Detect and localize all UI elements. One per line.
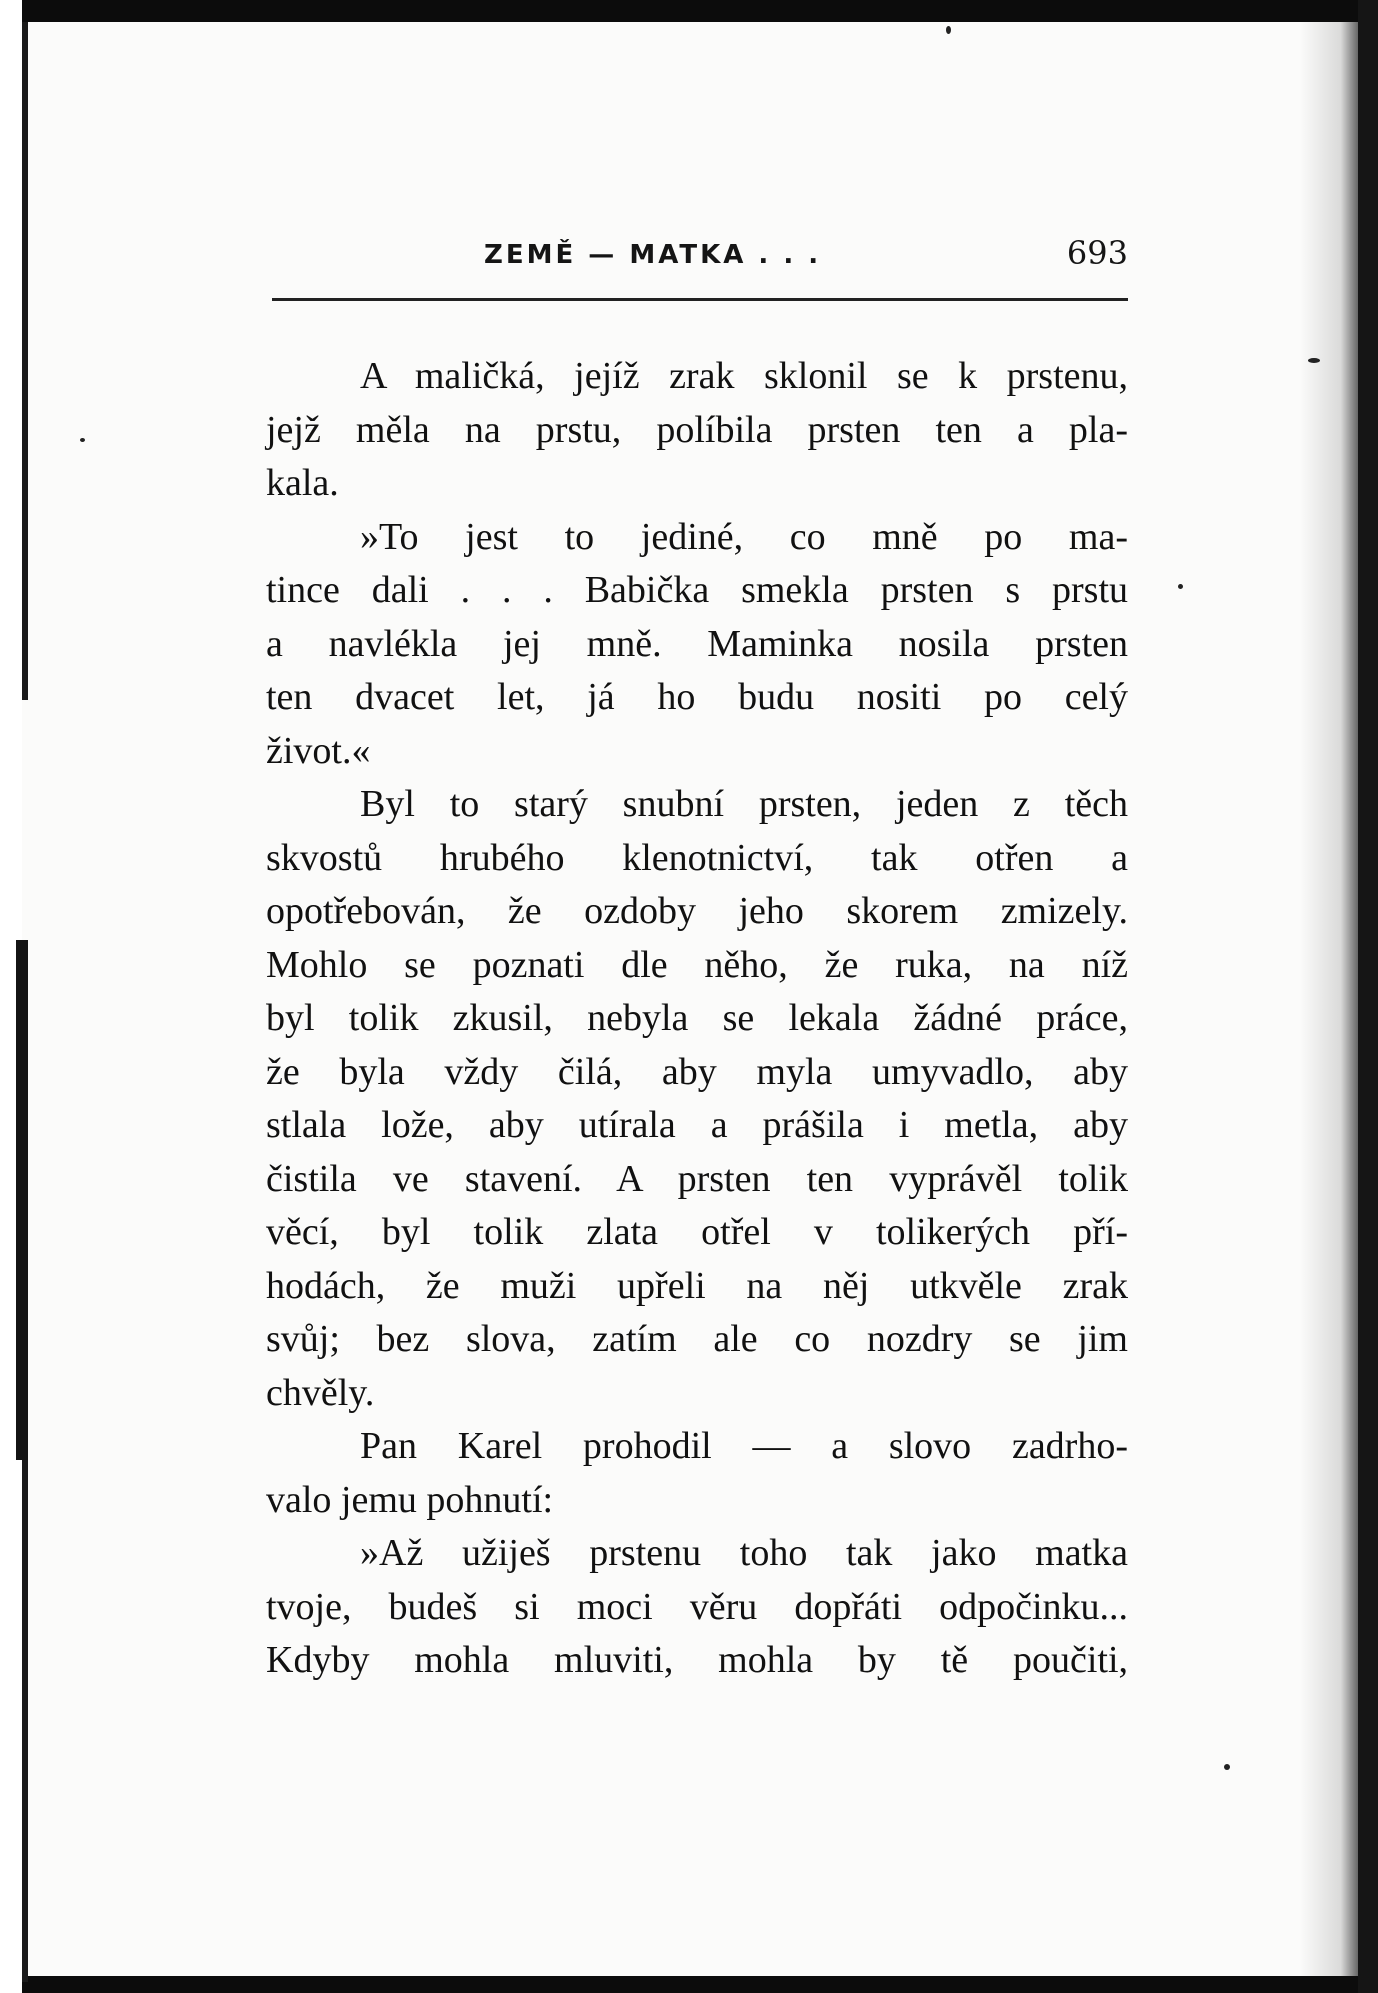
text-line: Kdyby mohla mluviti, mohla by tě poučiti, [266,1639,1128,1681]
running-header [272,234,1128,288]
text-line: »To jest to jediné, co mně po ma- [360,515,1128,558]
body-text [266,350,1128,1688]
text-line: a navlékla jej mně. Maminka nosila prsten [266,622,1128,665]
text-line: chvěly. [266,1371,375,1414]
text-line: čistila ve stavení. A prsten ten vyprávěl tolik [266,1157,1128,1200]
text-line: Mohlo se poznati dle něho, že ruka, na níž [266,943,1128,986]
text-line: jejž měla na prstu, políbila prsten ten a pla- [266,408,1128,451]
text-line: kala. [266,462,339,504]
text-line: skvostů hrubého klenotnictví, tak otřen a [266,836,1128,879]
text-line: tince dali . . . Babička smekla prsten s prstu [266,569,1128,611]
text-line: věcí, byl tolik zlata otřel v tolikerých pří- [266,1211,1128,1253]
text-line: A maličká, jejíž zrak sklonil se k prstenu, [360,355,1128,397]
text-line: Pan Karel prohodil — a slovo zadrho- [360,1425,1128,1467]
text-line: že byla vždy čilá, aby myla umyvadlo, aby [266,1050,1128,1093]
text-line: život.« [266,729,371,772]
book-spine-shadow [16,940,28,1460]
dust-speck [1224,1764,1230,1770]
dust-speck [1308,358,1320,363]
text-line: »Až užiješ prstenu toho tak jako matka [360,1532,1128,1574]
running-title: ZEMĚ — MATKA . . . [484,240,822,270]
scan-border-bottom [0,1976,1378,1993]
scan-border-right [1358,0,1378,1993]
text-line: byl tolik zkusil, nebyla se lekala žádné práce, [266,997,1128,1039]
page-edge-shadow [1300,22,1358,1976]
text-line: hodách, že muži upřeli na něj utkvěle zrak [266,1264,1128,1307]
dust-speck [80,438,85,442]
text-line: valo jemu pohnutí: [266,1478,554,1521]
text-line: svůj; bez slova, zatím ale co nozdry se jim [266,1318,1128,1360]
page-number: 693 [1066,234,1128,272]
dust-speck [946,26,951,34]
text-line: ten dvacet let, já ho budu nositi po celý [266,676,1128,718]
text-line: stlala lože, aby utírala a prášila i metla, aby [266,1104,1128,1146]
header-rule [272,298,1128,301]
spine-gap [22,700,28,940]
scan-border-top [0,0,1378,22]
text-line: opotřebován, že ozdoby jeho skorem zmizely. [266,890,1128,932]
text-line: tvoje, budeš si moci věru dopřáti odpočinku... [266,1585,1128,1628]
text-line: Byl to starý snubní prsten, jeden z těch [360,783,1128,825]
dust-speck [1178,584,1183,589]
